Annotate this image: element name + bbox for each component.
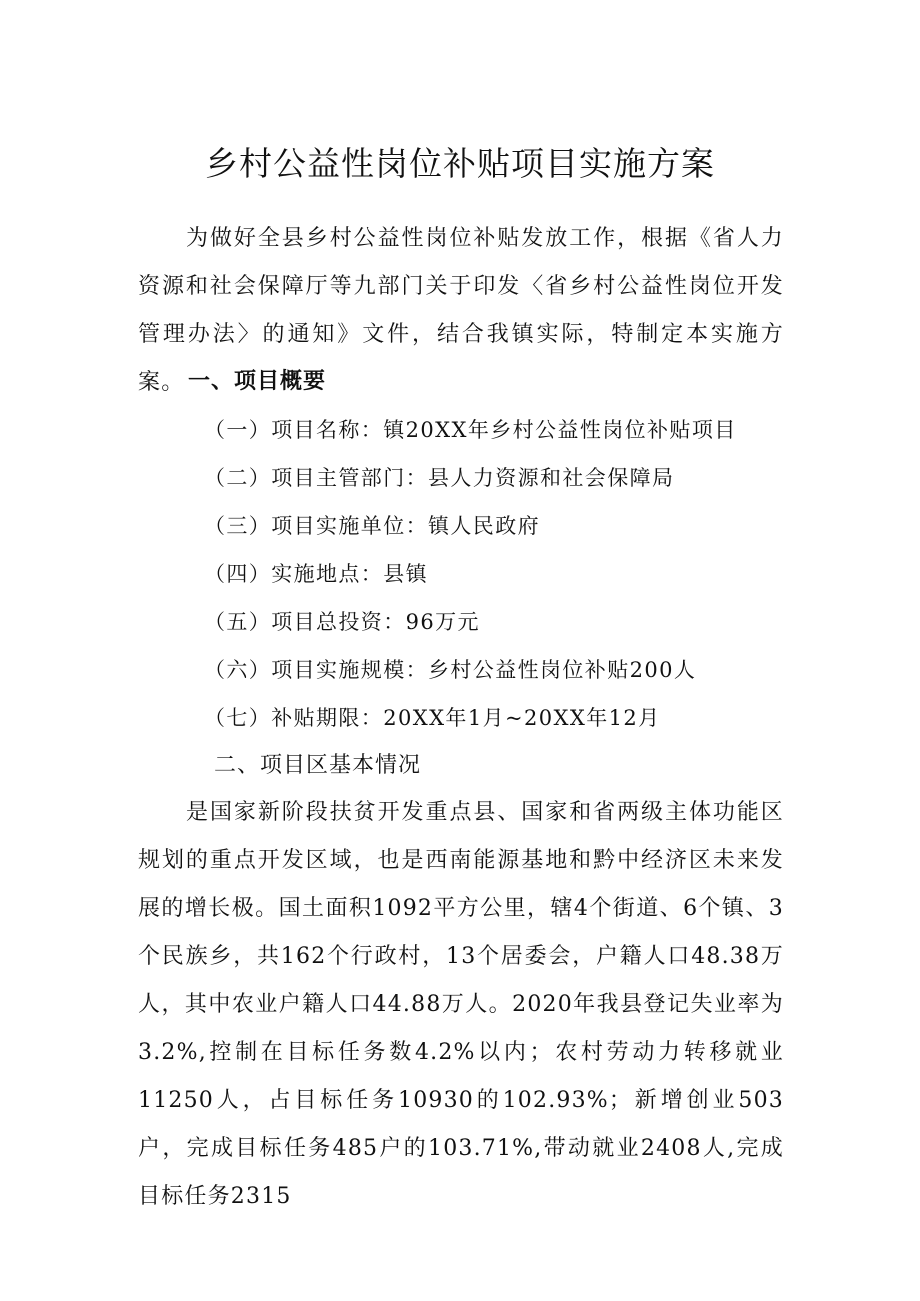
- summary-item-investment: （五）项目总投资：96万元: [204, 610, 480, 634]
- summary-item-unit: （三）项目实施单位：镇人民政府: [204, 514, 540, 538]
- summary-item-period: （七）补贴期限：20XX年1月~20XX年12月: [204, 706, 661, 730]
- area-overview-paragraph: 是国家新阶段扶贫开发重点县、国家和省两级主体功能区规划的重点开发区域，也是西南能源基地和黔中经济区未来发展的增长极。国土面积1092平方公里，辖4个街道、6个镇、3个民族乡，共162个行政村，13个居委会，户籍人口48.38万人，其中农业户籍人口44.88万人。2020年我县登记失业率为3.2%,控制在目标任务数4.2%以内；农村劳动力转移就业11250人，占目标任务10930的102.93%；新增创业503户，完成目标任务485户的103.71%,带动就业2408人,完成目标任务2315: [138, 800, 784, 1209]
- summary-item-scale: （六）项目实施规模：乡村公益性岗位补贴200人: [204, 658, 697, 682]
- document-title: 乡村公益性岗位补贴项目实施方案: [205, 144, 715, 183]
- intro-paragraph: 为做好全县乡村公益性岗位补贴发放工作，根据《省人力资源和社会保障厅等九部门关于印发〈省乡村公益性岗位开发管理办法〉的通知》文件，结合我镇实际，特制定本实施方案。: [138, 226, 784, 395]
- section-heading-2: 二、项目区基本情况: [214, 753, 422, 778]
- section-heading-1: 一、项目概要: [188, 369, 327, 394]
- summary-item-department: （二）项目主管部门：县人力资源和社会保障局: [204, 466, 675, 490]
- summary-item-name: （一）项目名称：镇20XX年乡村公益性岗位补贴项目: [204, 418, 737, 442]
- summary-item-location: （四）实施地点：县镇: [204, 562, 428, 586]
